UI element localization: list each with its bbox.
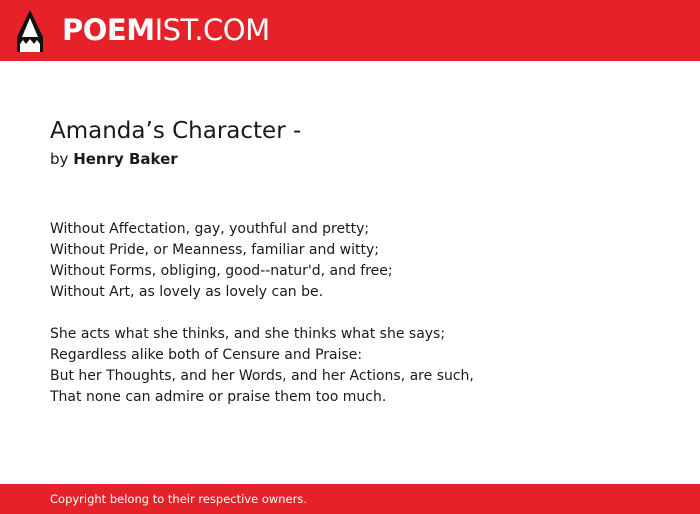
site-footer [0, 484, 700, 514]
pencil-icon[interactable] [17, 10, 43, 52]
poem-stanza [50, 219, 670, 303]
logo-brand-bold: POEM [62, 13, 155, 47]
poem-title: Amanda’s Character - [50, 118, 302, 144]
poem-stanza [50, 324, 670, 408]
poem-body [50, 219, 670, 429]
poem-byline [50, 149, 178, 169]
logo-brand-light: IST.COM [154, 13, 270, 47]
poem-line: Without Pride, or Meanness, familiar and witty; [50, 242, 380, 258]
poem-line: Without Art, as lovely as lovely can be. [50, 284, 324, 300]
site-logo[interactable] [62, 13, 270, 47]
by-label: by [50, 150, 69, 168]
poem-line: Regardless alike both of Censure and Praise: [50, 347, 363, 363]
poem-line: She acts what she thinks, and she thinks what she says; [50, 326, 446, 342]
poem-line: That none can admire or praise them too much. [50, 389, 387, 405]
copyright-text: Copyright belong to their respective owners. [50, 492, 308, 506]
poem-line: Without Forms, obliging, good--natur'd, and free; [50, 263, 393, 279]
poem-line: Without Affectation, gay, youthful and pretty; [50, 221, 370, 237]
site-header [0, 0, 700, 61]
poem-line: But her Thoughts, and her Words, and her Actions, are such, [50, 368, 474, 384]
poem-author: Henry Baker [73, 150, 178, 168]
